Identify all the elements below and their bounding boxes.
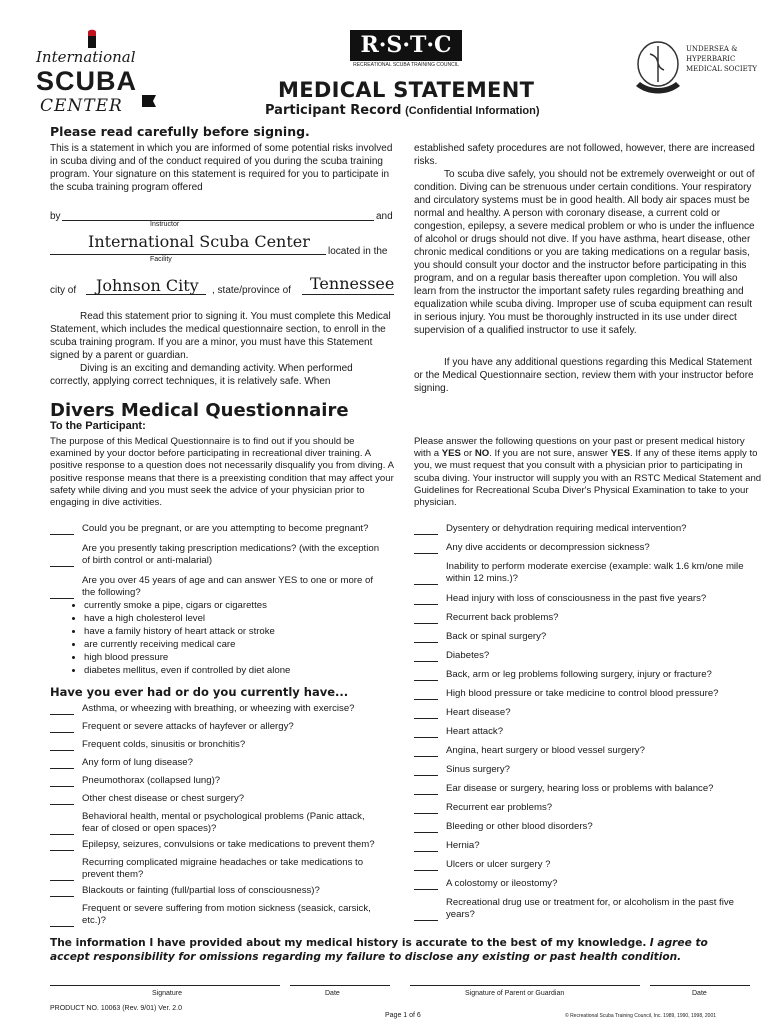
parent-signature-line[interactable] — [410, 985, 640, 986]
answer-blank[interactable] — [414, 756, 438, 757]
rstc-sub: RECREATIONAL SCUBA TRAINING COUNCIL — [350, 60, 462, 70]
to-participant: To the Participant: — [50, 420, 146, 432]
read-carefully-heading: Please read carefully before signing. — [50, 124, 310, 139]
state-label: , state/province of — [212, 285, 291, 296]
parent-signature-label: Signature of Parent or Guardian — [465, 990, 565, 997]
question-sinus-surgery: Sinus surgery? — [414, 764, 756, 776]
intro-para2: Read this statement prior to signing it. You must complete this Medical Statement, which includes the medical questionnaire section, to enroll in the scuba training program. If you are a minor, you must have this Statement signed by a parent or guardian. — [50, 311, 391, 361]
answer-blank[interactable] — [414, 775, 438, 776]
city-label: city of — [50, 285, 77, 296]
isc-logo-line2: SCUBA — [36, 66, 138, 96]
and-label: and — [376, 211, 393, 222]
rstc-mark: R·S·T·C — [350, 30, 462, 60]
signature-line[interactable] — [50, 985, 280, 986]
uhms-line1: UNDERSEA & — [686, 45, 738, 53]
question-spinal-surgery: Back or spinal surgery? — [414, 631, 756, 643]
date-label: Date — [325, 990, 340, 997]
list-item: • are currently receiving medical care — [84, 639, 290, 652]
answer-blank[interactable] — [414, 718, 438, 719]
located-label: located in the — [328, 246, 388, 257]
answer-blank[interactable] — [50, 732, 74, 733]
have-you-heading: Have you ever had or do you currently have... — [50, 685, 349, 699]
question-drug-use: Recreational drug use or treatment for, or alcoholism in the past five years? — [414, 897, 746, 921]
right-para-a: Please answer the following questions on your past or present medical history with a — [414, 436, 745, 460]
risk-factor-list — [70, 600, 290, 677]
list-item: • currently smoke a pipe, cigars or cigarettes — [84, 600, 290, 613]
answer-blank[interactable] — [50, 896, 74, 897]
yes-word: YES — [441, 448, 461, 460]
right-para-c: . If any of these items apply to you, we must request that you consult with a physician prior to participating in scuba diving. Your instructor will supply you with an RSTC Medical Statement and Guidelines for Recreational Scuba Diver's Physical Examination to take to your physician. — [414, 448, 762, 509]
isc-logo-line1: International — [36, 48, 136, 66]
isc-logo — [30, 28, 158, 118]
question-behavioral: Behavioral health, mental or psychological problems (Panic attack, fear of closed or open spaces)? — [50, 811, 382, 835]
question-dive-accidents: Any dive accidents or decompression sickness? — [414, 542, 756, 554]
parent-date-label: Date — [692, 990, 707, 997]
list-item: • have a family history of heart attack or stroke — [84, 626, 290, 639]
list-item: • diabetes mellitus, even if controlled by diet alone — [84, 665, 290, 678]
uhms-seal-icon — [632, 38, 684, 98]
question-migraine: Recurring complicated migraine headaches or take medications to prevent them? — [50, 857, 382, 881]
answer-blank[interactable] — [414, 623, 438, 624]
answer-blank[interactable] — [414, 920, 438, 921]
question-hernia: Hernia? — [414, 840, 756, 852]
answer-blank[interactable] — [414, 534, 438, 535]
subtitle-note: (Confidential Information) — [405, 105, 540, 117]
questionnaire-right-para — [414, 436, 762, 509]
question-epilepsy: Epilepsy, seizures, convulsions or take medications to prevent them? — [50, 839, 382, 851]
copyright: © Recreational Scuba Training Council, Inc. 1989, 1990, 1998, 2001 — [565, 1013, 717, 1019]
question-blood-pressure: High blood pressure or take medicine to control blood pressure? — [414, 688, 756, 700]
answer-blank[interactable] — [50, 834, 74, 835]
intro-right3: If you have any additional questions regarding this Medical Statement or the Medical Questionnaire section, review them with your instructor before signing. — [414, 357, 754, 394]
document-subtitle — [265, 102, 540, 118]
question-pregnant: Could you be pregnant, or are you attempting to become pregnant? — [50, 523, 395, 535]
question-dysentery: Dysentery or dehydration requiring medical intervention? — [414, 523, 756, 535]
question-chest: Other chest disease or chest surgery? — [50, 793, 382, 805]
question-asthma: Asthma, or wheezing with breathing, or wheezing with exercise? — [50, 703, 382, 715]
question-medications: Are you presently taking prescription medications? (with the exception of birth control or anti-malarial) — [50, 543, 395, 567]
answer-blank[interactable] — [414, 889, 438, 890]
answer-blank[interactable] — [50, 768, 74, 769]
no-word: NO — [474, 448, 490, 460]
yes-word-2: YES — [610, 448, 630, 460]
question-bleeding: Bleeding or other blood disorders? — [414, 821, 756, 833]
question-ear-disease: Ear disease or surgery, hearing loss or problems with balance? — [414, 783, 756, 795]
answer-blank[interactable] — [414, 794, 438, 795]
facility-line[interactable] — [50, 254, 326, 255]
question-blackouts: Blackouts or fainting (full/partial loss of consciousness)? — [50, 885, 382, 897]
question-angina: Angina, heart surgery or blood vessel surgery? — [414, 745, 756, 757]
attestation-statement — [50, 936, 750, 964]
answer-blank[interactable] — [414, 661, 438, 662]
answer-blank[interactable] — [414, 553, 438, 554]
answer-blank[interactable] — [50, 750, 74, 751]
intro-right2: To scuba dive safely, you should not be extremely overweight or out of condition. Diving can be strenuous under certain conditions. Your respiratory and circulatory systems must be in good health. All body air spaces must be normal and healthy. A person with coronary disease, a current cold or congestion, epilepsy, a severe medical problem or who is under the influence of alcohol or drugs should not dive. If you have asthma, heart disease, other chronic medical conditions or you are taking medications on a regular basis, you should consult your doctor and the instructor before participating in this program, and on a regular basis thereafter upon completion. You will also learn from the instructor the important safety rules regarding breathing and equalization while scuba diving. Improper use of scuba equipment can result in serious injury. You must be thoroughly instructed in its use under direct supervision of a qualified instructor to use it safely. — [414, 169, 755, 336]
uhms-logo — [632, 38, 762, 98]
or-word: or — [460, 448, 475, 460]
list-item: • have a high cholesterol level — [84, 613, 290, 626]
answer-blank[interactable] — [50, 804, 74, 805]
instructor-line[interactable] — [62, 220, 374, 221]
answer-blank[interactable] — [414, 699, 438, 700]
signature-label: Signature — [152, 990, 182, 997]
question-motion-sickness: Frequent or severe suffering from motion sickness (seasick, carsick, etc.)? — [50, 903, 382, 927]
answer-blank[interactable] — [50, 880, 74, 881]
intro-para3: Diving is an exciting and demanding activity. When performed correctly, applying correct techniques, it is relatively safe. When — [50, 363, 353, 387]
question-colds: Frequent colds, sinusitis or bronchitis? — [50, 739, 382, 751]
question-back-problems: Recurrent back problems? — [414, 612, 756, 624]
answer-blank[interactable] — [414, 604, 438, 605]
answer-blank[interactable] — [50, 786, 74, 787]
attestation-italic: I agree to accept responsibility for omissions regarding my failure to disclose any existing or past health condition. — [50, 937, 708, 963]
question-colostomy: A colostomy or ileostomy? — [414, 878, 756, 890]
product-number: PRODUCT NO. 10063 (Rev. 9/01) Ver. 2.0 — [50, 1005, 183, 1012]
question-lung: Any form of lung disease? — [50, 757, 382, 769]
intro-para1: This is a statement in which you are informed of some potential risks involved in scuba diving and of the conduct required of you during the scuba training program. Your signature on this statement is required for you to participate in the scuba training program offered — [50, 143, 393, 193]
question-exercise: Inability to perform moderate exercise (example: walk 1.6 km/one mile within 12 mins.)? — [414, 561, 751, 585]
answer-blank[interactable] — [414, 832, 438, 833]
city-line[interactable] — [86, 294, 206, 295]
answer-blank[interactable] — [50, 534, 74, 535]
answer-blank[interactable] — [50, 598, 74, 599]
uhms-line3: MEDICAL SOCIETY — [686, 65, 757, 73]
answer-blank[interactable] — [414, 737, 438, 738]
answer-blank[interactable] — [414, 680, 438, 681]
attestation-bold: The information I have provided about my medical history is accurate to the best of my knowledge. — [50, 937, 647, 949]
dive-flag-icon — [82, 28, 104, 50]
state-line[interactable] — [302, 294, 394, 295]
city-value[interactable]: Johnson City — [96, 276, 199, 295]
question-pneumothorax: Pneumothorax (collapsed lung)? — [50, 775, 382, 787]
questionnaire-title: Divers Medical Questionnaire — [50, 400, 349, 421]
date-line[interactable] — [290, 985, 390, 986]
isc-logo-line3: CENTER — [40, 96, 123, 116]
answer-blank[interactable] — [50, 714, 74, 715]
subtitle-main: Participant Record — [265, 103, 402, 118]
answer-blank[interactable] — [414, 584, 438, 585]
facility-value[interactable]: International Scuba Center — [88, 232, 310, 251]
uhms-line2: HYPERBARIC — [686, 55, 736, 63]
rstc-logo — [350, 30, 462, 72]
dive-flag-small-icon — [140, 93, 158, 109]
answer-blank[interactable] — [414, 851, 438, 852]
question-limb-problems: Back, arm or leg problems following surgery, injury or fracture? — [414, 669, 756, 681]
document-title: MEDICAL STATEMENT — [278, 78, 535, 102]
intro-right1: established safety procedures are not followed, however, there are increased risks. — [414, 143, 755, 167]
answer-blank[interactable] — [414, 870, 438, 871]
question-diabetes: Diabetes? — [414, 650, 756, 662]
question-ulcers: Ulcers or ulcer surgery ? — [414, 859, 756, 871]
parent-date-line[interactable] — [650, 985, 750, 986]
page-number: Page 1 of 6 — [385, 1012, 421, 1019]
question-ear-problems: Recurrent ear problems? — [414, 802, 756, 814]
facility-caption: Facility — [150, 256, 172, 263]
answer-blank[interactable] — [414, 642, 438, 643]
question-hayfever: Frequent or severe attacks of hayfever or allergy? — [50, 721, 382, 733]
questionnaire-left-para: The purpose of this Medical Questionnaire is to find out if you should be examined by your doctor before participating in recreational diver training. A positive response to a question does not necessarily disqualify you from diving. A positive response means that there is a preexisting condition that may affect your safety while diving and you must seek the advice of your physician prior to engaging in dive activities. — [50, 436, 394, 509]
answer-blank[interactable] — [414, 813, 438, 814]
question-head-injury: Head injury with loss of consciousness in the past five years? — [414, 593, 756, 605]
question-heart-attack: Heart attack? — [414, 726, 756, 738]
instructor-caption: Instructor — [150, 221, 180, 228]
by-label: by — [50, 211, 61, 222]
answer-blank[interactable] — [50, 926, 74, 927]
right-para-b: . If you are not sure, answer — [489, 448, 611, 460]
question-heart-disease: Heart disease? — [414, 707, 756, 719]
list-item: • high blood pressure — [84, 652, 290, 665]
state-value[interactable]: Tennessee — [310, 274, 395, 293]
answer-blank[interactable] — [50, 850, 74, 851]
answer-blank[interactable] — [50, 566, 74, 567]
question-over-45: Are you over 45 years of age and can answer YES to one or more of the following? — [50, 575, 395, 599]
